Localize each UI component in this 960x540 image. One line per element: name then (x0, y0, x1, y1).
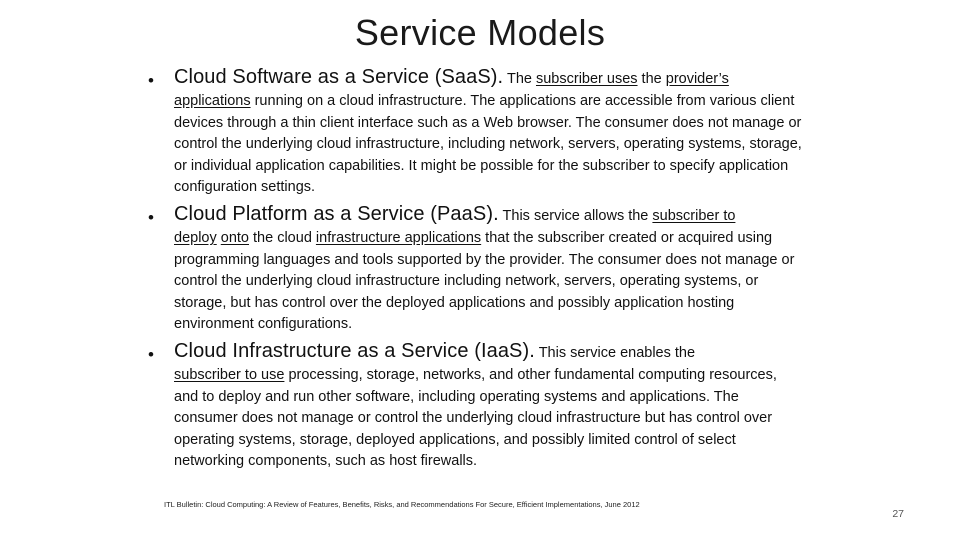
underlined-text: infrastructure applications (315, 230, 482, 246)
item-body (174, 228, 803, 336)
text-run: that the subscriber created or acquired using programming languages and tools supported by the provider. The consumer does not manage or control the underlying cloud infrastructure including network, servers, operating systems, or storage, but has control over the deployed applications and possibly application hosting environment configurations. (174, 230, 795, 333)
item-head-line (174, 66, 803, 90)
item-heading: Cloud Software as a Service (SaaS). (174, 66, 504, 88)
list-item-iaas (148, 340, 803, 473)
underlined-text: provider’s (665, 71, 729, 87)
text-run: running on a cloud infrastructure. The applications are accessible from various client devices through a thin client interface such as a Web browser. The consumer does not manage or control the underlying cloud infrastructure, including network, servers, operating systems, storage, or individual application capabilities. It might be possible for the subscriber to specify application configuration settings. (174, 93, 802, 196)
bullet-icon: • (148, 208, 154, 227)
item-head-line (174, 203, 803, 227)
page-number: 27 (892, 508, 904, 520)
text-run: processing, storage, networks, and other fundamental computing resources, and to deploy and run other software, including operating systems and applications. The consumer does not manage or control the underlying cloud infrastructure but has control over operating systems, storage, deployed applications, and possibly limited control of select networking components, such as host firewalls. (174, 367, 777, 470)
item-head-line (174, 340, 803, 364)
citation-footnote: ITL Bulletin: Cloud Computing: A Review of Features, Benefits, Risks, and Recommendations For Secure, Efficient Implementations, June 2012 (164, 500, 640, 509)
text-run: the (637, 71, 666, 87)
item-intro (499, 208, 736, 224)
item-heading: Cloud Infrastructure as a Service (IaaS). (174, 340, 535, 362)
underlined-text: applications (174, 93, 251, 109)
item-body (174, 91, 803, 199)
text-run: The (503, 71, 536, 87)
underlined-text: subscriber to (652, 208, 736, 224)
list-item-saas (148, 66, 803, 199)
slide-title: Service Models (354, 12, 606, 53)
item-heading: Cloud Platform as a Service (PaaS). (174, 203, 499, 225)
list-item-paas (148, 203, 803, 336)
underlined-text: subscriber to use (174, 367, 285, 383)
item-intro (503, 71, 729, 87)
underlined-text: subscriber uses (535, 71, 638, 87)
bullet-icon: • (148, 71, 154, 90)
bullet-icon: • (148, 345, 154, 364)
text-run: This service allows the (498, 208, 653, 224)
text-run: This service enables the (534, 345, 696, 361)
underlined-text: onto (220, 230, 249, 246)
text-run: the cloud (249, 230, 316, 246)
underlined-text: deploy (174, 230, 217, 246)
item-intro (535, 345, 695, 361)
item-body (174, 365, 803, 473)
